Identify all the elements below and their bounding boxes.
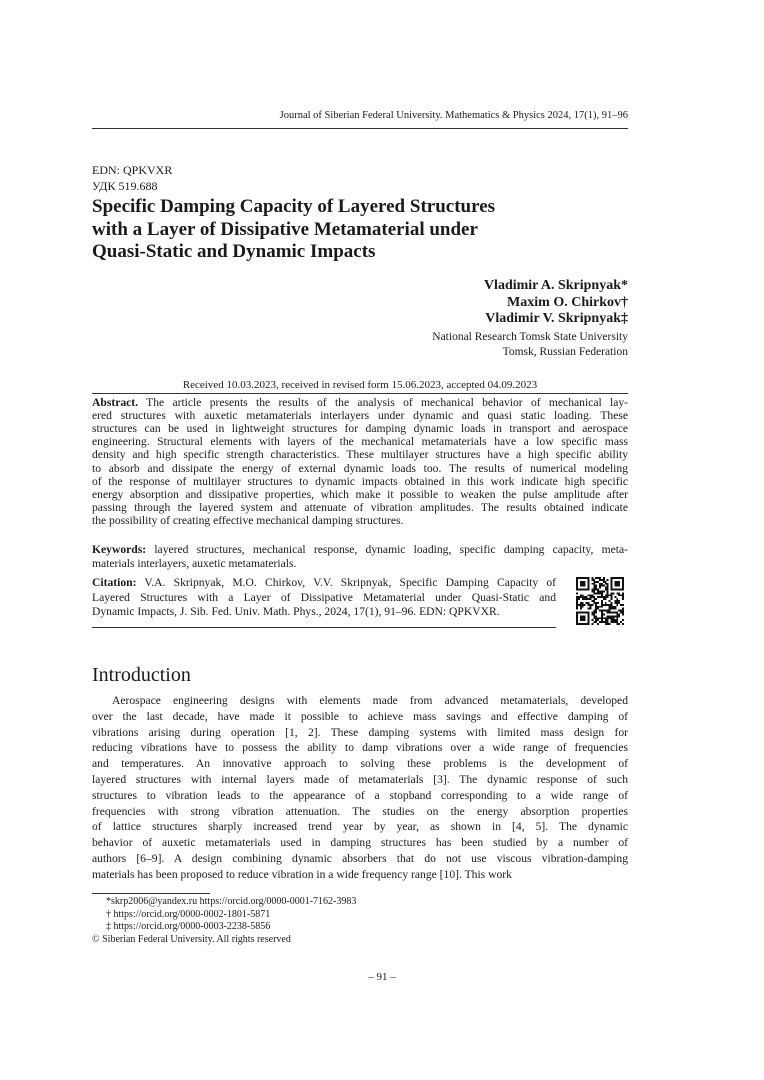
line-text: layered structures with internal layers made of metamaterials [3]. The dynamic response of such [92,773,628,786]
text-line [112,694,628,708]
text-line [92,741,628,755]
authors [484,278,628,328]
text-line [92,605,556,619]
affiliation-line: Tomsk, Russian Federation [502,346,628,358]
line-text: structures to vibration leads to the appearance of a stopband corresponding to a wide range of [92,788,628,802]
text-line [92,726,628,740]
text-line [92,710,628,724]
author: Maxim O. Chirkov† [507,294,628,310]
section-label: Abstract. [92,396,139,409]
citation-rule [92,627,556,628]
line-text: The article presents the results of the analysis of mechanical behavior of mechanical lay- [138,396,628,409]
abstract-rule [92,393,628,394]
footnote: *skrp2006@yandex.ru https://orcid.org/0000-0001-7162-3983 [106,896,357,907]
line-text: layered structures, mechanical response, dynamic loading, specific damping capacity, meta- [146,543,628,556]
paper-title [92,196,495,264]
affiliation-line: National Research Tomsk State University [432,331,628,343]
text-line [92,488,628,502]
author: Vladimir A. Skripnyak* [483,278,628,293]
text-line [92,435,628,449]
text-line [92,789,628,803]
line-text: Aerospace engineering designs with elements made from advanced metamaterials, developed [112,694,628,707]
line-text: authors [6–9]. A design combining dynamic absorbers that do not use viscous vibration-damping [92,852,628,865]
header-rule [92,128,628,129]
text-line [92,514,628,528]
line-text: materials interlayers, auxetic metamaterials. [92,557,297,571]
title-line: with a Layer of Dissipative Metamaterial under [92,218,478,240]
line-text: the possibility of creating effective mechanical damping structures. [92,513,404,527]
affiliation [432,330,628,360]
qr-code-icon [576,577,624,625]
line-text: frequencies with strong vibration attenuation. The studies on the energy absorption properties [92,804,628,818]
received-dates: Received 10.03.2023, received in revised form 15.06.2023, accepted 04.09.2023 [182,379,538,391]
text-line [92,852,628,866]
line-text: behavior of auxetic metamaterials used in damping structures has been studied by a number of [92,836,628,850]
line-text: engineering. Structural elements with layers of the mechanical metamaterials have a low specific mass [92,435,628,449]
line-text: passing through the layered system and attenuate of vibration amplitudes. The results obtained indicate [92,500,628,514]
text-line [92,757,628,771]
line-text: vibrations arising during operation [1, 2]. These damping systems with limited mass design for [92,725,628,739]
text-line [92,557,628,571]
title-line: Specific Damping Capacity of Layered Structures [92,196,496,217]
footnote: ‡ https://orcid.org/0000-0003-2238-5856 [106,921,271,933]
footnotes [92,896,356,947]
text-line [92,805,628,819]
text-line [92,501,628,515]
text-line [92,868,628,882]
section-heading-introduction: Introduction [92,664,191,686]
text-line [92,396,628,410]
section-label: Citation: [92,576,137,589]
udk: УДК 519.688 [92,179,158,193]
text-line [92,448,628,462]
text-line [92,462,628,476]
page-number: – 91 – [368,971,396,983]
line-text: of the response of multilayer structures to dynamic impacts obtained in this work indicate high specific [92,474,628,488]
text-line [92,836,628,850]
text-line [92,820,628,834]
text-line [92,576,556,590]
section-label: Keywords: [92,543,147,556]
line-text: structures can be used in lightweight structures for damping dynamic loads in transport and aerospace [92,422,628,436]
line-text: and temperatures. An innovative approach to solving these problems is the development of [92,757,628,771]
identifiers [92,162,172,194]
line-text: energy absorption and dissipative properties, which make it possible to weaken the pulse amplitude after [92,487,628,501]
footnote: † https://orcid.org/0000-0002-1801-5871 [106,908,271,920]
line-text: materials has been proposed to reduce vibration in a wide frequency range [10]. This work [92,867,512,881]
text-line [92,422,628,436]
title-line: Quasi-Static and Dynamic Impacts [92,241,376,262]
line-text: to absorb and dissipate the energy of external dynamic loads too. The results of numerical modeling [92,461,628,475]
line-text: ered structures with auxetic metamaterials interlayers under dynamic and quasi static loading. These [92,409,628,423]
line-text: Dynamic Impacts, J. Sib. Fed. Univ. Math. Phys., 2024, 17(1), 91–96. EDN: QPKVXR. [92,605,500,618]
author: Vladimir V. Skripnyak‡ [485,311,628,326]
line-text: Layered Structures with a Layer of Dissipative Metamaterial under Quasi-Static and [92,590,556,604]
text-line [92,591,556,605]
copyright: © Siberian Federal University. All rights reserved [92,934,291,946]
line-text: over the last decade, have made it possible to achieve mass savings and effective damping of [92,709,628,723]
line-text: V.A. Skripnyak, M.O. Chirkov, V.V. Skripnyak, Specific Damping Capacity of [136,576,556,589]
journal-header: Journal of Siberian Federal University. Mathematics & Physics 2024, 17(1), 91–96 [279,110,628,121]
footnote-rule [92,893,210,894]
line-text: density and high specific strength characteristics. These multilayer structures have a high specific ability [92,448,628,462]
line-text: of lattice structures sharply increased trend year by year, as shown in [4, 5]. The dynamic [92,820,628,834]
text-line [92,773,628,787]
text-line [92,543,628,557]
edn: EDN: QPKVXR [92,163,173,177]
line-text: reducing vibrations have to possess the ability to damp vibrations over a wide range of frequencies [92,741,628,755]
text-line [92,409,628,423]
text-line [92,475,628,489]
